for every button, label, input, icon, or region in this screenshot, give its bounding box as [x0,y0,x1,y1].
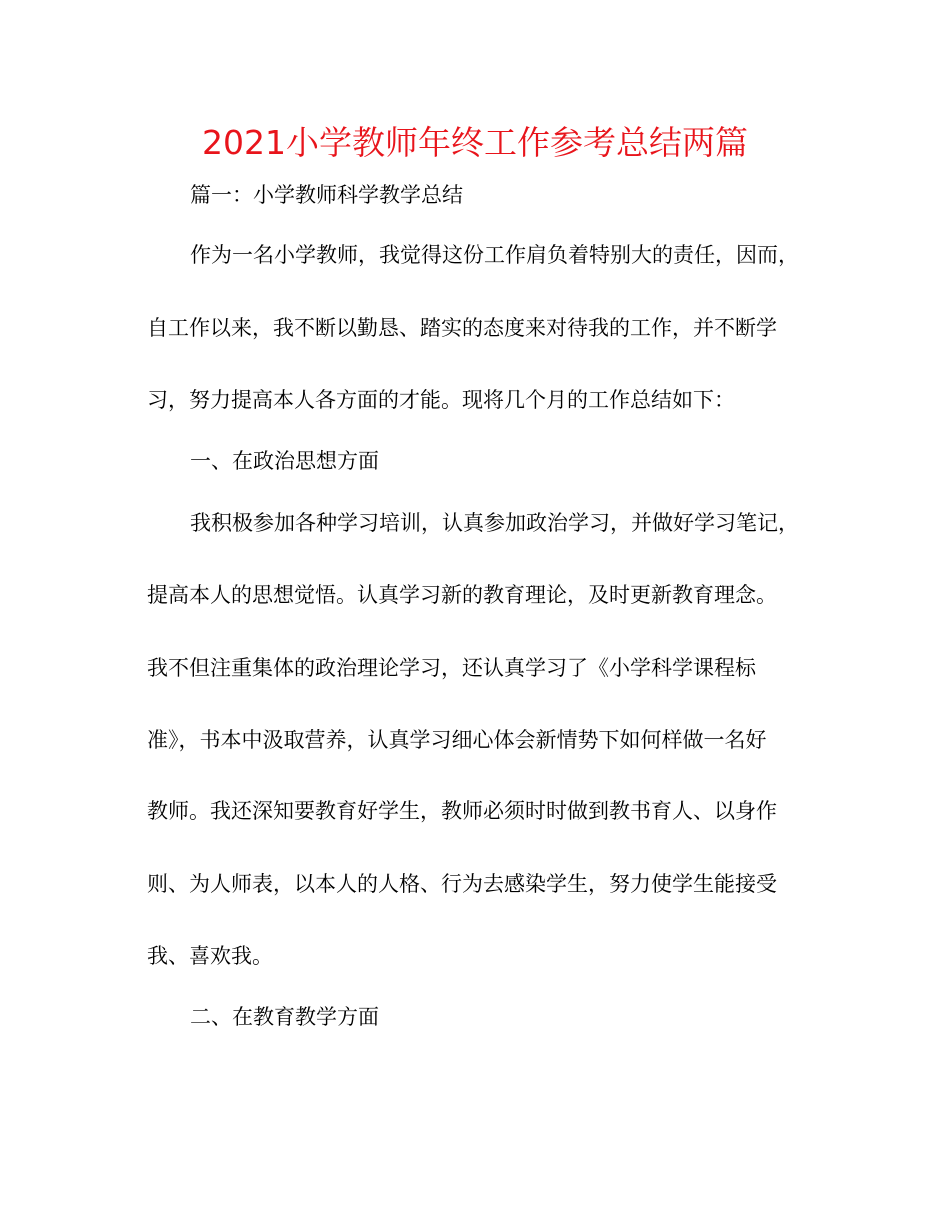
paragraph-line: 我积极参加各种学习培训，认真参加政治学习，并做好学习笔记， [190,511,799,535]
paragraph-line: 作为一名小学教师，我觉得这份工作肩负着特别大的责任，因而， [190,243,799,267]
paragraph-line: 我、喜欢我。 [147,944,273,968]
section-heading-teaching: 二、在教育教学方面 [190,1005,379,1029]
paragraph-line: 习，努力提高本人各方面的才能。现将几个月的工作总结如下： [147,388,735,412]
paragraph-line: 自工作以来，我不断以勤恳、踏实的态度来对待我的工作，并不断学 [147,316,777,340]
document-title: 2021小学教师年终工作参考总结两篇 [202,123,748,162]
paragraph-line: 准》，书本中汲取营养，认真学习细心体会新情势下如何样做一名好 [147,728,767,752]
paragraph-line: 则、为人师表，以本人的人格、行为去感染学生，努力使学生能接受 [147,872,777,896]
paragraph-line: 提高本人的思想觉悟。认真学习新的教育理论，及时更新教育理念。 [147,583,777,607]
section-heading-part-one: 篇一：小学教师科学教学总结 [190,183,463,207]
section-heading-politics: 一、在政治思想方面 [190,449,379,473]
paragraph-line: 教师。我还深知要教育好学生，教师必须时时做到教书育人、以身作 [147,799,777,823]
paragraph-line: 我不但注重集体的政治理论学习，还认真学习了《小学科学课程标 [147,656,756,680]
